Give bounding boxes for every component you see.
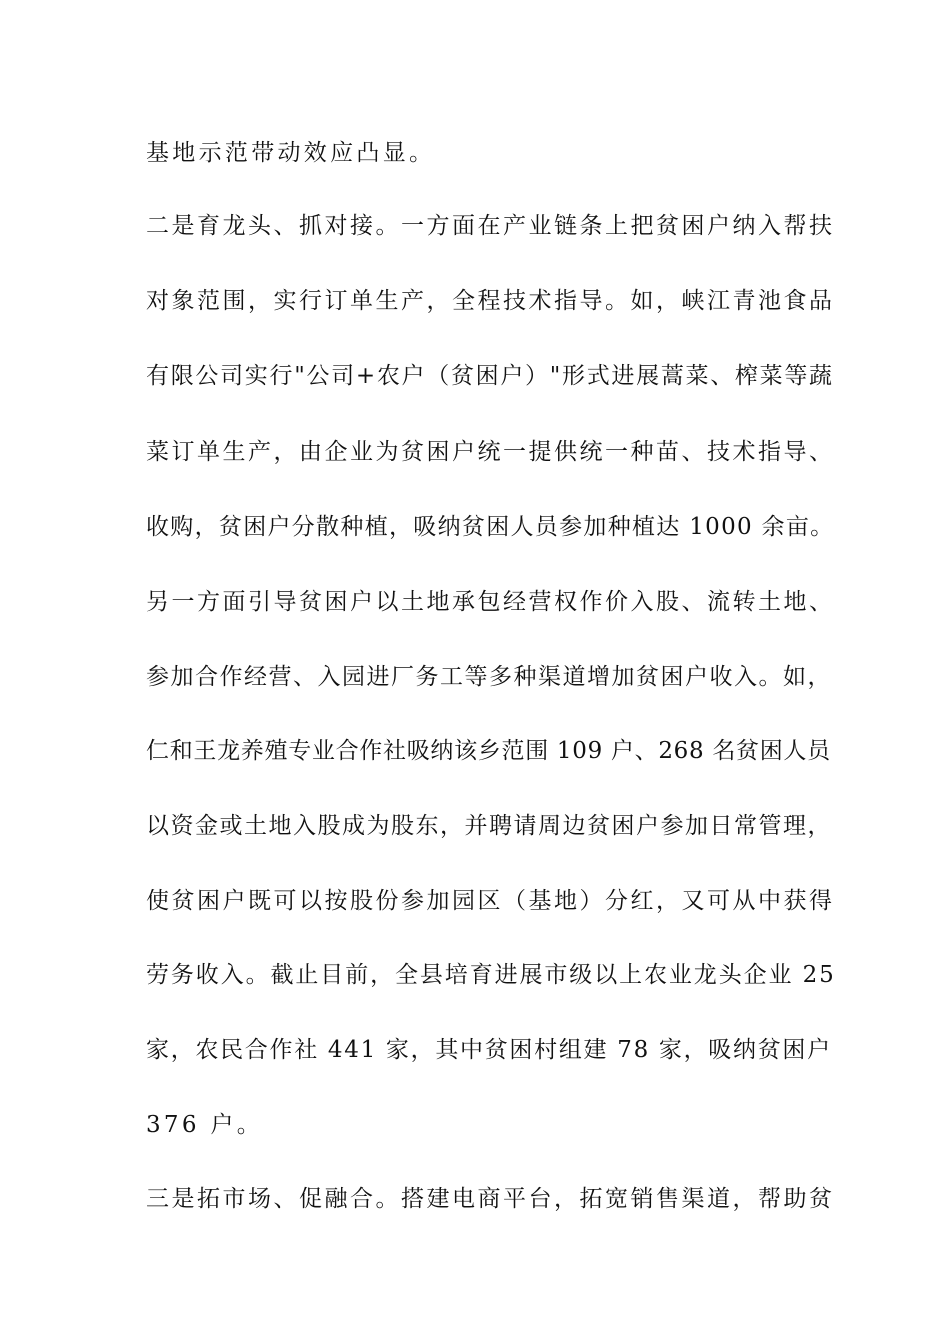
text-line: 菜订单生产，由企业为贫困户统一提供统一种苗、技术指导、 xyxy=(146,439,835,465)
text-line: 收购，贫困户分散种植，吸纳贫困人员参加种植达 1000 余亩。 xyxy=(146,514,835,540)
text-line: 有限公司实行"公司+农户（贫困户）"形式进展蒿菜、榨菜等蔬 xyxy=(146,363,834,389)
text-line: 三是拓市场、促融合。搭建电商平台，拓宽销售渠道，帮助贫 xyxy=(146,1186,835,1212)
text-line: 以资金或土地入股成为股东，并聘请周边贫困户参加日常管理， xyxy=(146,813,832,839)
text-line: 另一方面引导贫困户以土地承包经营权作价入股、流转土地、 xyxy=(146,589,835,615)
text-line: 基地示范带动效应凸显。 xyxy=(146,140,436,166)
text-line: 仁和王龙养殖专业合作社吸纳该乡范围 109 户、268 名贫困人员 xyxy=(146,738,831,764)
text-line: 劳务收入。截止目前，全县培育进展市级以上农业龙头企业 25 xyxy=(146,962,836,988)
text-line: 二是育龙头、抓对接。一方面在产业链条上把贫困户纳入帮扶 xyxy=(146,213,835,239)
text-line: 参加合作经营、入园进厂务工等多种渠道增加贫困户收入。如， xyxy=(146,664,832,690)
text-line: 使贫困户既可以按股份参加园区（基地）分红，又可从中获得 xyxy=(146,888,835,914)
text-line: 对象范围，实行订单生产，全程技术指导。如，峡江青池食品 xyxy=(146,288,835,314)
text-line: 家，农民合作社 441 家，其中贫困村组建 78 家，吸纳贫困户 xyxy=(146,1037,832,1063)
text-line: 376 户。 xyxy=(146,1112,264,1138)
